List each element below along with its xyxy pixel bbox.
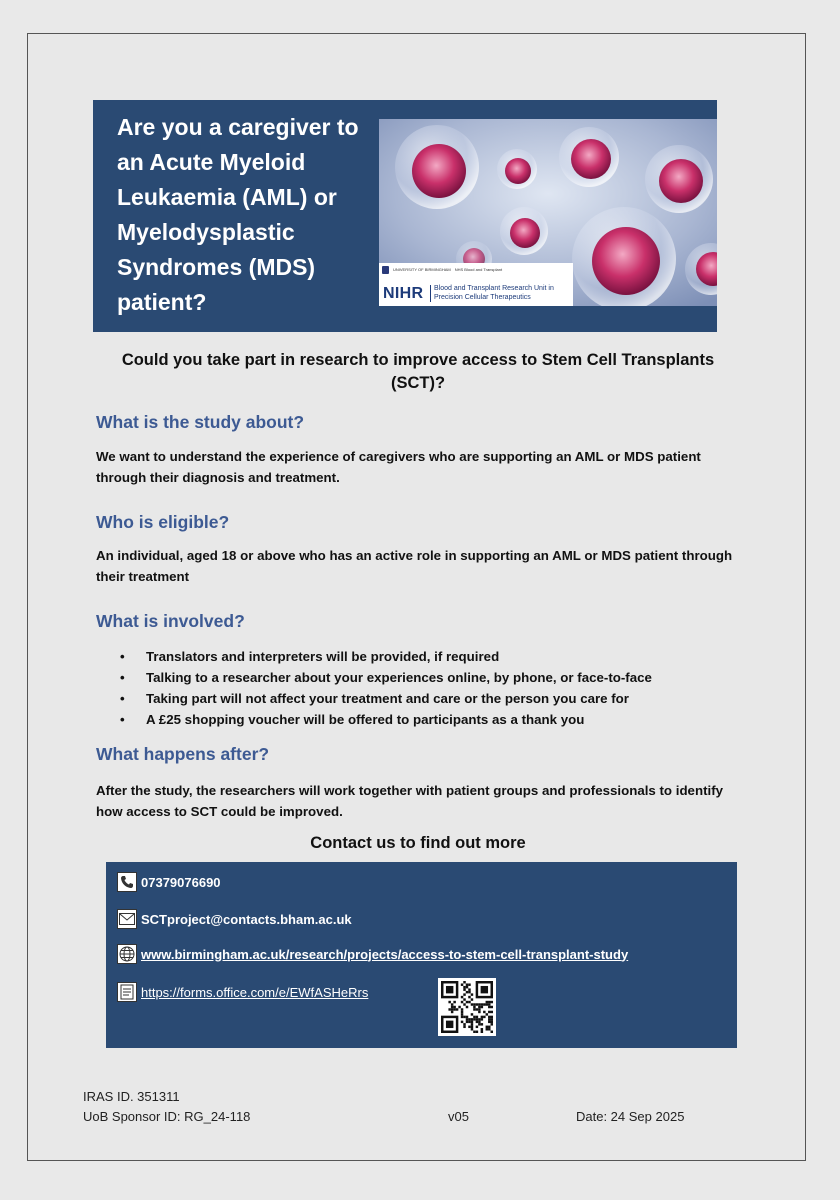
qr-code[interactable] bbox=[438, 978, 496, 1036]
contact-website[interactable] bbox=[117, 944, 628, 964]
flyer-page bbox=[27, 33, 806, 1161]
footer-version: v05 bbox=[448, 1109, 469, 1124]
hero-banner bbox=[93, 100, 717, 332]
nhs-logo-text: NHS Blood and Transplant bbox=[454, 267, 503, 272]
text-eligible: An individual, aged 18 or above who has an active role in supporting an AML or MDS patient through their treatment bbox=[96, 548, 733, 584]
email-icon bbox=[117, 909, 137, 929]
footer-date: Date: 24 Sep 2025 bbox=[576, 1109, 685, 1124]
nihr-logo-box bbox=[379, 263, 573, 306]
form-link[interactable]: https://forms.office.com/e/EWfASHeRrs bbox=[141, 984, 369, 1000]
heading-study-about: What is the study about? bbox=[96, 412, 305, 432]
email-address: SCTproject@contacts.bham.ac.uk bbox=[141, 911, 352, 927]
qr-code-image bbox=[441, 981, 493, 1033]
list-item: • Translators and interpreters will be provided, if required bbox=[120, 649, 500, 664]
footer-sponsor: UoB Sponsor ID: RG_24-118 bbox=[83, 1109, 251, 1124]
footer-iras: IRAS ID. 351311 bbox=[83, 1089, 180, 1104]
contact-title: Contact us to find out more bbox=[310, 834, 526, 852]
form-icon bbox=[117, 982, 137, 1002]
text-after: After the study, the researchers will work together with patient groups and professionals to identify how access to SCT could be improved. bbox=[96, 783, 724, 819]
heading-eligible: Who is eligible? bbox=[96, 512, 230, 532]
contact-phone[interactable] bbox=[117, 872, 221, 892]
logo-divider bbox=[430, 285, 431, 302]
contact-email[interactable] bbox=[117, 909, 352, 929]
globe-icon bbox=[117, 944, 137, 964]
partner-logos bbox=[382, 266, 502, 274]
nihr-unit-name: Blood and Transplant Research Unit in Precision Cellular Therapeutics bbox=[434, 285, 554, 301]
cell-image bbox=[379, 119, 717, 306]
hero-title: Are you a caregiver to an Acute Myeloid Leukaemia (AML) or Myelodysplastic Syndromes (MDS) patient? bbox=[117, 114, 359, 315]
subtitle: Could you take part in research to improve access to Stem Cell Transplants (SCT)? bbox=[121, 351, 715, 392]
list-item: • Taking part will not affect your treatment and care or the person you care for bbox=[120, 691, 629, 706]
list-item: • A £25 shopping voucher will be offered to participants as a thank you bbox=[120, 712, 585, 727]
phone-icon bbox=[117, 872, 137, 892]
contact-box bbox=[106, 862, 737, 1048]
text-study-about: We want to understand the experience of caregivers who are supporting an AML or MDS patient through their diagnosis and treatment. bbox=[96, 449, 701, 485]
nihr-logo: NIHR bbox=[383, 285, 424, 302]
list-item: • Talking to a researcher about your experiences online, by phone, or face-to-face bbox=[120, 670, 652, 685]
uob-logo-text: UNIVERSITY OF BIRMINGHAM bbox=[393, 267, 451, 272]
heading-involved: What is involved? bbox=[96, 611, 245, 631]
contact-form[interactable] bbox=[117, 982, 368, 1002]
uob-crest-icon bbox=[382, 266, 389, 274]
heading-after: What happens after? bbox=[96, 744, 270, 764]
website-link[interactable]: www.birmingham.ac.uk/research/projects/access-to-stem-cell-transplant-study bbox=[141, 946, 629, 962]
involved-list bbox=[120, 646, 652, 730]
phone-number: 07379076690 bbox=[141, 874, 221, 890]
